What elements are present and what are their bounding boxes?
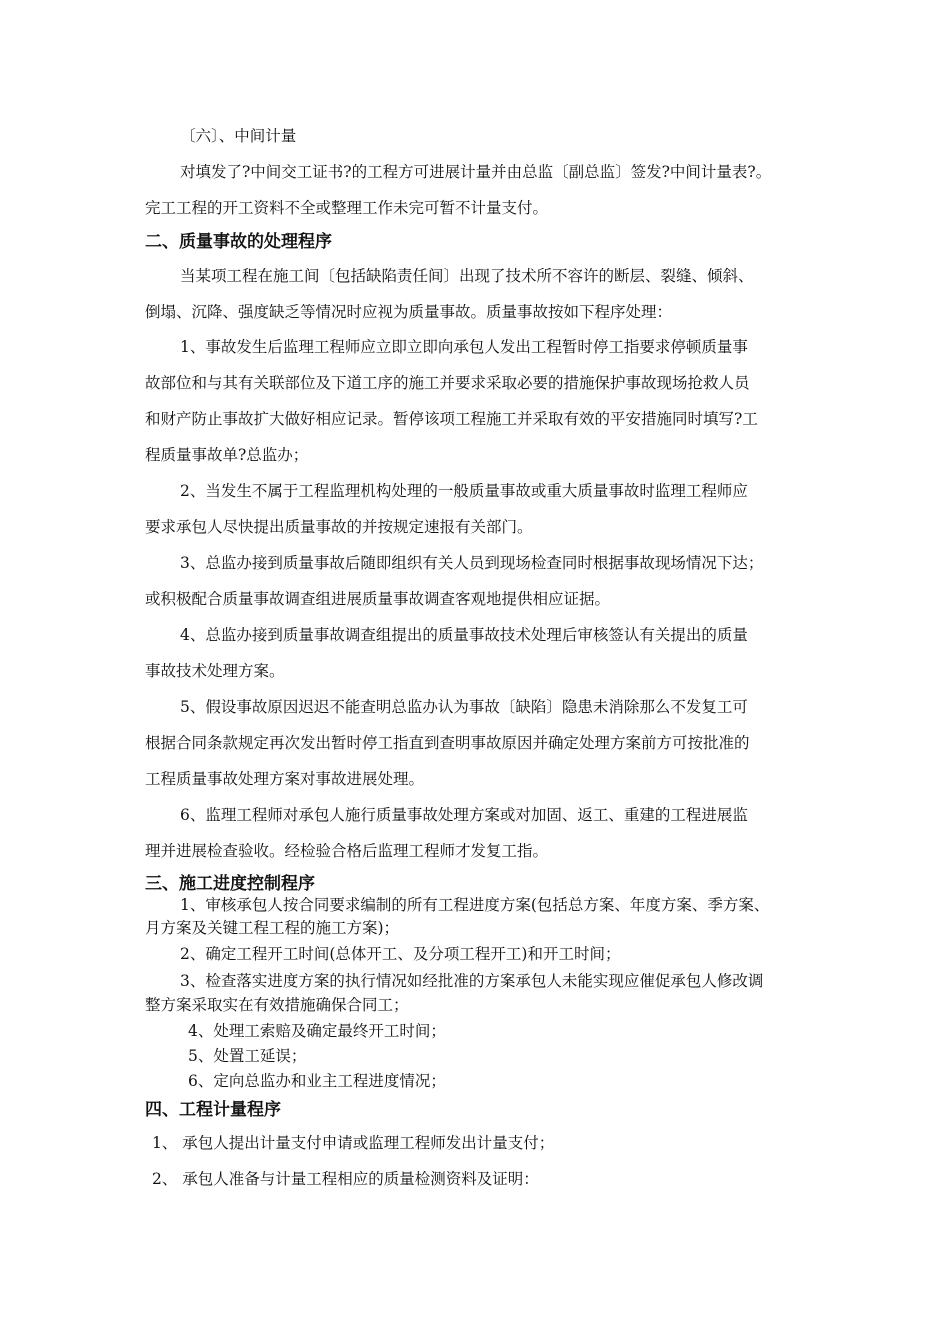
paragraph-line: 2、当发生不属于工程监理机构处理的一般质量事故或重大质量事故时监理工程师应 — [180, 482, 748, 500]
paragraph-line: 3、总监办接到质量事故后随即组织有关人员到现场检查同时根据事故现场情况下达； — [180, 554, 764, 572]
section-heading: 三、施工进度控制程序 — [145, 874, 315, 894]
paragraph-line: 1、审核承包人按合同要求编制的所有工程进度方案(包括总方案、年度方案、季方案、 — [180, 896, 770, 914]
paragraph-line: 或积极配合质量事故调查组进展质量事故调查客观地提供相应证据。 — [145, 590, 611, 608]
paragraph-line: 理并进展检查验收。经检验合格后监理工程师才发复工指。 — [145, 842, 549, 860]
paragraph-line: 和财产防止事故扩大做好相应记录。暂停该项工程施工并采取有效的平安措施同时填写?工 — [145, 410, 758, 428]
paragraph-line: 当某项工程在施工间〔包括缺陷责任间〕出现了技术所不容许的断层、裂缝、倾斜、 — [180, 267, 754, 285]
paragraph-line: 对填发了?中间交工证书?的工程方可进展计量并由总监〔副总监〕签发?中间计量表?。 — [180, 163, 772, 181]
paragraph-line: 2、确定工程开工时间(总体开工、及分项工程开工)和开工时间； — [180, 945, 621, 963]
section-heading: 四、工程计量程序 — [145, 1100, 281, 1120]
paragraph-line: 4、总监办接到质量事故调查组提出的质量事故技术处理后审核签认有关提出的质量 — [180, 626, 748, 644]
paragraph-line: 1、事故发生后监理工程师应立即立即向承包人发出工程暂时停工指要求停顿质量事 — [180, 338, 748, 356]
paragraph-line: 故部位和与其有关联部位及下道工序的施工并要求采取必要的措施保护事故现场抢救人员 — [145, 374, 750, 392]
paragraph-line: 6、监理工程师对承包人施行质量事故处理方案或对加固、返工、重建的工程进展监 — [180, 806, 748, 824]
paragraph-line: 3、检查落实进度方案的执行情况如经批准的方案承包人未能实现应催促承包人修改调 — [180, 972, 764, 990]
paragraph-line: 倒塌、沉降、强度缺乏等情况时应视为质量事故。质量事故按如下程序处理： — [145, 303, 673, 321]
paragraph-line: 月方案及关键工程工程的施工方案)； — [145, 919, 400, 937]
section-heading: 二、质量事故的处理程序 — [145, 232, 332, 252]
paragraph-line: 完工工程的开工资料不全或整理工作未完可暂不计量支付。 — [145, 199, 549, 217]
paragraph-line: 事故技术处理方案。 — [145, 662, 285, 680]
paragraph-line: 根据合同条款规定再次发出暂时停工指直到查明事故原因并确定处理方案前方可按批准的 — [145, 734, 750, 752]
paragraph-line: 4、处理工索赔及确定最终开工时间； — [188, 1022, 446, 1040]
paragraph-line: 工程质量事故处理方案对事故进展处理。 — [145, 770, 425, 788]
subsection-title: 〔六〕、中间计量 — [180, 127, 297, 145]
paragraph-line: 6、定向总监办和业主工程进度情况； — [188, 1072, 446, 1090]
paragraph-line: 要求承包人尽快提出质量事故的并按规定速报有关部门。 — [145, 518, 533, 536]
paragraph-line: 整方案采取实在有效措施确保合同工； — [145, 996, 409, 1014]
paragraph-line: 1、 承包人提出计量支付申请或监理工程师发出计量支付； — [152, 1134, 555, 1152]
paragraph-line: 5、处置工延误； — [188, 1047, 307, 1065]
paragraph-line: 5、假设事故原因迟迟不能查明总监办认为事故〔缺陷〕隐患未消除那么不发复工可 — [180, 698, 748, 716]
paragraph-line: 程质量事故单?总监办； — [145, 446, 309, 464]
paragraph-line: 2、 承包人准备与计量工程相应的质量检测资料及证明： — [152, 1170, 539, 1188]
